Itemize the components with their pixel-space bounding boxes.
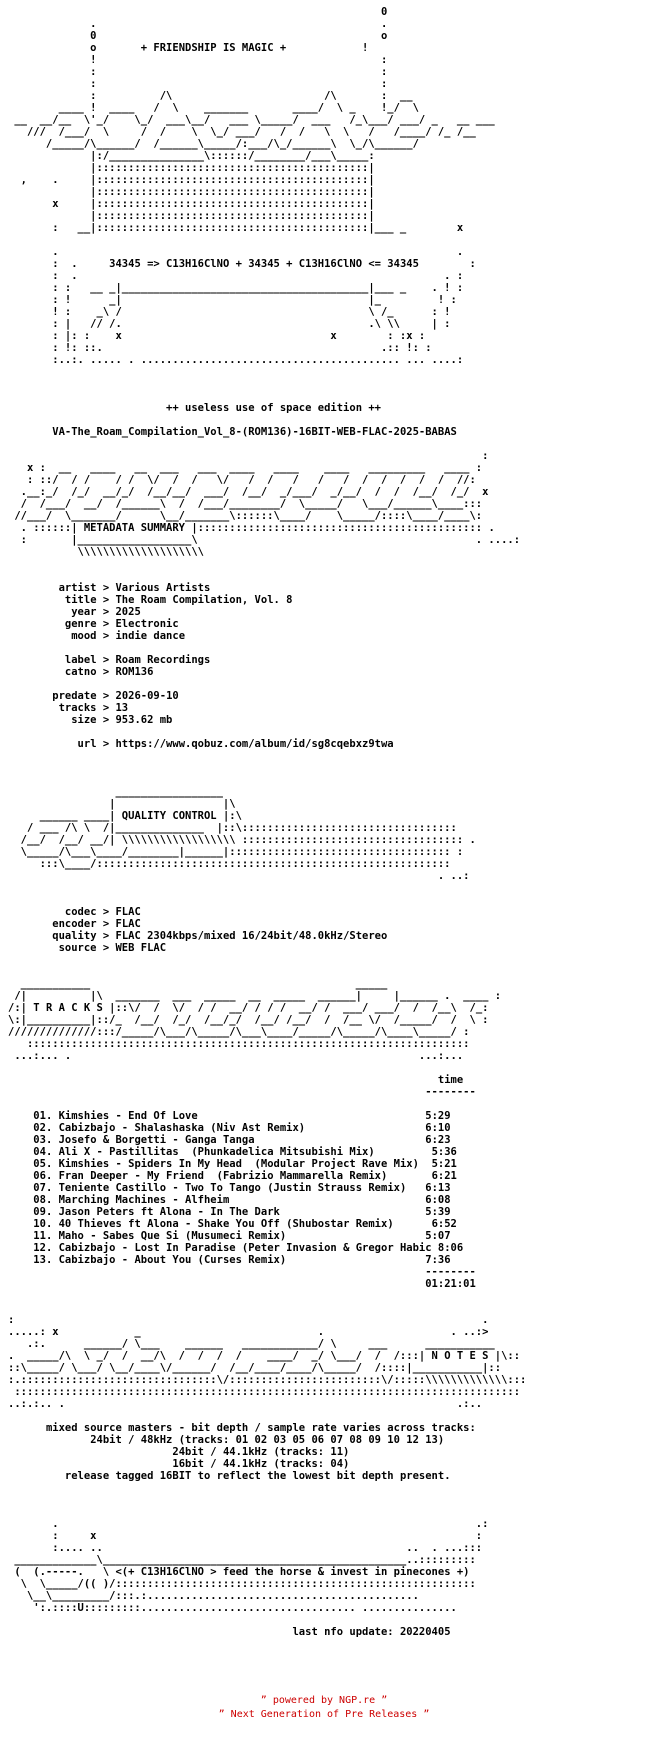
ascii-art: : ! _| |_ ! :	[8, 294, 457, 306]
nfo-title: + FRIENDSHIP IS MAGIC +	[140, 42, 287, 54]
meta-record-label: Roam Recordings	[115, 654, 211, 666]
ascii-art: x |:::::::::::::::::::::::::::::::::::::::::::|	[8, 198, 375, 210]
meta-label: size	[71, 714, 97, 726]
ascii-art: \ \_____/(( )/:::::::::::::::::::::::::::::::::::::::::::::::::::::::::	[8, 1578, 476, 1590]
track-row	[8, 1146, 640, 1158]
meta-url[interactable]: https://www.qobuz.com/album/id/sg8cqebxz9twa	[115, 738, 394, 750]
ascii-art: /| |\ _______ ___ _____ __ _____ ______| |______ . ____ :	[8, 990, 502, 1002]
meta-size: 953.62 mb	[115, 714, 173, 726]
ascii-art: :	[8, 450, 489, 462]
ascii-art: _________________	[8, 786, 223, 798]
ascii-art	[8, 678, 640, 690]
meta-row: title > The Roam Compilation, Vol. 8	[64, 594, 293, 606]
track-title: 40 Thieves ft Alona - Shake You Off (Shubostar Remix)	[58, 1218, 394, 1230]
ascii-art: :.... .. .. . ...:::	[8, 1542, 483, 1554]
quality-label: encoder	[52, 918, 97, 930]
ascii-art	[8, 1098, 640, 1110]
notes-text: release tagged 16BIT to reflect the lowest bit depth present.	[64, 1470, 451, 1482]
ascii-art	[8, 1482, 640, 1494]
ascii-art	[8, 1614, 640, 1626]
track-time: 6:52	[431, 1218, 457, 1230]
track-row	[8, 1110, 640, 1122]
track-title: Jason Peters ft Alona - In The Dark	[58, 1206, 280, 1218]
notes-line	[8, 1422, 640, 1434]
track-title: Kimshies - Spiders In My Head (Modular Project Rave Mix)	[58, 1158, 419, 1170]
meta-label: predate	[52, 690, 97, 702]
track-time: 5:29	[425, 1110, 451, 1122]
ascii-art	[8, 1506, 640, 1518]
meta-label: year	[71, 606, 97, 618]
ascii-art: \:|__________|::/_ /__/ /_/ /__/_/ /__/ /__/ / /__ \/ /_____/ / \ :	[8, 1014, 489, 1026]
track-title: Teniente Castillo - Two To Tango (Justin Strauss Remix)	[58, 1182, 407, 1194]
ascii-art: /:| T R A C K S |::\/ / \/ / / __/ / / / __/ / ___/ ___/ / /__\ /_:	[8, 1002, 489, 1014]
edition-text: ++ useless use of space edition ++	[166, 402, 381, 414]
formula-line: 34345 => C13H16ClNO + 34345 + C13H16ClNO <= 34345	[109, 258, 419, 270]
ascii-art: |:::::::::::::::::::::::::::::::::::::::::::|	[8, 210, 375, 222]
ascii-art: ::::::::::::::::::::::::::::::::::::::::::::::::::::::::::::::::::::::	[8, 1038, 470, 1050]
ascii-art: .__:_/ /_/ __/_/ /__/__/ ___/ /__/ _/___/ _/__/ / / /__/ /_/ x	[8, 486, 489, 498]
ascii-art: ...:... . ...:...	[8, 1050, 464, 1062]
ascii-art: _____________\________________________________________________..:::::::::	[8, 1554, 476, 1566]
meta-row: size > 953.62 mb	[71, 714, 173, 726]
ascii-art: |:::::::::::::::::::::::::::::::::::::::::::|	[8, 162, 375, 174]
track-number: 03.	[33, 1134, 53, 1146]
quality-source: WEB FLAC	[115, 942, 167, 954]
ascii-art: \\\\\\\\\\\\\\\\\\\\	[8, 546, 204, 558]
meta-row: url > https://www.qobuz.com/album/id/sg8cqebxz9twa	[77, 738, 394, 750]
ascii-art: ..:.:.. . .:..	[8, 1398, 483, 1410]
meta-label: mood	[71, 630, 97, 642]
meta-predate: 2026-09-10	[115, 690, 179, 702]
tracks-time-header	[8, 1074, 640, 1086]
nfo-document	[8, 6, 640, 1638]
notes-line	[8, 1446, 640, 1458]
track-number: 10.	[33, 1218, 53, 1230]
ascii-art	[8, 438, 640, 450]
meta-artist: Various Artists	[115, 582, 211, 594]
track-time: 6:13	[425, 1182, 451, 1194]
ascii-art	[8, 894, 640, 906]
track-row	[8, 1170, 640, 1182]
track-number: 04.	[33, 1146, 53, 1158]
ascii-art	[8, 366, 640, 378]
notes-line	[8, 1458, 640, 1470]
ascii-art: : x :	[8, 1530, 483, 1542]
quality-label: source	[58, 942, 97, 954]
notes-heading: N O T E S	[431, 1350, 489, 1362]
ascii-art: ! :	[8, 54, 388, 66]
notes-text: 16bit / 44.1kHz (tracks: 04)	[172, 1458, 350, 1470]
meta-label: url	[77, 738, 97, 750]
quality-row: source > WEB FLAC	[58, 942, 167, 954]
quality-value: FLAC 2304kbps/mixed 16/24bit/48.0kHz/Stereo	[115, 930, 388, 942]
ascii-art: |:/_______________\::::::/________/___\_____:	[8, 150, 375, 162]
outro-tagline: <(+ C13H16ClNO > feed the horse & invest in pinecones +)	[115, 1566, 470, 1578]
ascii-art	[8, 882, 640, 894]
footer-tagline: ” Next Generation of Pre Releases ”	[218, 1709, 430, 1720]
quality-codec: FLAC	[115, 906, 141, 918]
meta-mood: indie dance	[115, 630, 186, 642]
total-time: 01:21:01	[425, 1278, 476, 1290]
track-title: Cabizbajo - About You (Curses Remix)	[58, 1254, 287, 1266]
ascii-art: ___________ _____	[8, 978, 388, 990]
ascii-art	[8, 1062, 640, 1074]
ascii-art	[8, 234, 640, 246]
meta-row: year > 2025	[71, 606, 141, 618]
track-row	[8, 1158, 640, 1170]
meta-row: genre > Electronic	[64, 618, 179, 630]
ascii-art: ::::::::::::::::::::::::::::::::::::::::::::::::::::::::::::::::::::::::::::::::	[8, 1386, 521, 1398]
track-title: Cabizbajo - Lost In Paradise (Peter Invasion & Gregor Habic	[58, 1242, 432, 1254]
ascii-art: o + FRIENDSHIP IS MAGIC + !	[8, 42, 369, 54]
ascii-art: : |__________________\ . ....:	[8, 534, 521, 546]
track-row	[8, 1218, 640, 1230]
last-update-line	[8, 1626, 640, 1638]
release-line	[8, 426, 640, 438]
ascii-art: .:. ______/ \___ ______ ____________/ \ ___ ___________	[8, 1338, 495, 1350]
edition-line	[8, 402, 640, 414]
notes-text: 24bit / 44.1kHz (tracks: 11)	[172, 1446, 350, 1458]
meta-genre: Electronic	[115, 618, 179, 630]
footer	[0, 1694, 648, 1722]
ascii-art: : . 34345 => C13H16ClNO + 34345 + C13H16ClNO <= 34345 :	[8, 258, 476, 270]
ascii-art	[8, 378, 640, 390]
ascii-art: //////////////:::/_____/\___/\_____/\___\____/_____/\_____/\____\_____/ :	[8, 1026, 470, 1038]
track-number: 06.	[33, 1170, 53, 1182]
meta-label: title	[64, 594, 97, 606]
track-time: 8:06	[437, 1242, 464, 1254]
ascii-art: . .	[8, 246, 464, 258]
ascii-art	[8, 726, 640, 738]
time-header: time	[437, 1074, 464, 1086]
last-update: last nfo update: 20220405	[292, 1626, 451, 1638]
outro-line: ( (.-----. \ <(+ C13H16ClNO > feed the horse & invest in pinecones +)	[8, 1566, 470, 1578]
ascii-art: \__\_________/:::.:...........................................	[8, 1590, 419, 1602]
quality-label: quality	[52, 930, 97, 942]
track-time: 6:21	[431, 1170, 457, 1182]
ascii-art	[8, 1494, 640, 1506]
ascii-art: :.:::::::::::::::::::::::::::::::\/::::::::::::::::::::::::\/:::::\\\\\\\\\\\\\:::	[8, 1374, 527, 1386]
ascii-art: /_____/\______/ /______\_____/:___/\_/______\ \_/\______/	[8, 138, 419, 150]
track-row	[8, 1134, 640, 1146]
ascii-art: . .:	[8, 1518, 489, 1530]
ascii-art: : .	[8, 1314, 489, 1326]
ascii-art: : :	[8, 78, 388, 90]
footer-powered-by[interactable]: ” powered by NGP.re ”	[260, 1695, 388, 1706]
notes-line	[8, 1470, 640, 1482]
ascii-art: .....: x _ . . ..:>	[8, 1326, 489, 1338]
quality-row: codec > FLAC	[64, 906, 141, 918]
ascii-art: / ___ /\ \ /|______________ |::\::::::::::::::::::::::::::::::::::	[8, 822, 457, 834]
ascii-art: /// /___/ \ / / \ \_/ ___/ / / \ \ / /____/ /_ /__	[8, 126, 476, 138]
notes-line	[8, 1434, 640, 1446]
ascii-art: ':.::::U:::::::::.................................. ...............	[8, 1602, 457, 1614]
ascii-art	[8, 642, 640, 654]
ascii-art	[8, 1302, 640, 1314]
ascii-art: | |\	[8, 798, 236, 810]
meta-label: tracks	[58, 702, 97, 714]
ascii-art: |:::::::::::::::::::::::::::::::::::::::::::|	[8, 186, 375, 198]
track-time: 5:07	[425, 1230, 451, 1242]
meta-row: artist > Various Artists	[58, 582, 211, 594]
track-row	[8, 1182, 640, 1194]
ascii-art: ::\_____/ \___/ \__/____\/______/ /__/____/____/\_____/ /::::|___________|::	[8, 1362, 502, 1374]
ascii-art: ____ ! ____ / \ _______ ____/ \ _ !_/ \	[8, 102, 419, 114]
ascii-art: , . |:::::::::::::::::::::::::::::::::::::::::::|	[8, 174, 375, 186]
ascii-art: : |: : x x : :x :	[8, 330, 426, 342]
meta-label: label	[64, 654, 97, 666]
track-row	[8, 1230, 640, 1242]
ascii-art: : | // /. .\ \\ | :	[8, 318, 451, 330]
ascii-art	[8, 750, 640, 762]
ascii-art: : ::/ / / / / \/ / / \/ / / / / / / / / / / //:	[8, 474, 476, 486]
track-time: 6:08	[425, 1194, 451, 1206]
ascii-art: 0 o	[8, 30, 388, 42]
track-title: Cabizbajo - Shalashaska (Niv Ast Remix)	[58, 1122, 306, 1134]
track-number: 01.	[33, 1110, 53, 1122]
meta-row: catno > ROM136	[64, 666, 154, 678]
meta-tracks: 13	[115, 702, 129, 714]
track-number: 05.	[33, 1158, 53, 1170]
quality-row: encoder > FLAC	[52, 918, 141, 930]
track-number: 13.	[33, 1254, 53, 1266]
tracks-total	[8, 1278, 640, 1290]
meta-label: catno	[64, 666, 97, 678]
ascii-art: : __|:::::::::::::::::::::::::::::::::::::::::::|___ _ x	[8, 222, 464, 234]
meta-year: 2025	[115, 606, 141, 618]
track-row	[8, 1122, 640, 1134]
meta-row: tracks > 13	[58, 702, 129, 714]
ascii-art	[8, 762, 640, 774]
ascii-art	[8, 414, 640, 426]
track-title: Fran Deeper - My Friend (Fabrizio Mammarella Remix)	[58, 1170, 388, 1182]
ascii-art: . .	[8, 18, 388, 30]
ascii-art: :::\____/::::::::::::::::::::::::::::::::::::::::::::::::::::::::	[8, 858, 451, 870]
ascii-art: /__/ /__/ __/| \\\\\\\\\\\\\\\\\\ ::::::::::::::::::::::::::::::::::: .	[8, 834, 476, 846]
ascii-art: 0	[8, 6, 388, 18]
ascii-art: __ __/__ \'_/ \_/ ___\__/ ___ \_____/ ___ /_\___/ ___/ _ __ ___	[8, 114, 495, 126]
ascii-art: : :	[8, 66, 388, 78]
ascii-art: //___/ \_______/ \__/_______\::::::\____/ \_____/::::\____/____\:	[8, 510, 483, 522]
ascii-art: --------	[8, 1086, 476, 1098]
track-title: Josefo & Borgetti - Ganga Tanga	[58, 1134, 255, 1146]
ascii-art	[8, 954, 640, 966]
track-row	[8, 1242, 640, 1254]
track-time: 6:23	[425, 1134, 451, 1146]
track-title: Maho - Sabes Que Si (Musumeci Remix)	[58, 1230, 287, 1242]
meta-label: artist	[58, 582, 97, 594]
ascii-art	[8, 1290, 640, 1302]
metadata-heading: METADATA SUMMARY	[83, 522, 186, 534]
ascii-art: ______ ____| QUALITY CONTROL |:\	[8, 810, 242, 822]
track-title: Ali X - Pastillitas (Phunkadelica Mitsubishi Mix)	[58, 1146, 375, 1158]
meta-row: label > Roam Recordings	[64, 654, 211, 666]
ascii-art: / /___/ __/ /______\ / /___/________/ \_____/ \___/______\____:::	[8, 498, 483, 510]
track-time: 7:36	[425, 1254, 451, 1266]
tracks-heading: T R A C K S	[33, 1002, 103, 1014]
meta-row: predate > 2026-09-10	[52, 690, 179, 702]
track-row	[8, 1194, 640, 1206]
ascii-art: \_____/\___\____/________|______|::::::::::::::::::::::::::::::::::: :	[8, 846, 464, 858]
ascii-art: : /\ /\ : __	[8, 90, 413, 102]
ascii-art: x : __ ____ __ ___ ___ ____ ____ ____ _________ ____ :	[8, 462, 483, 474]
ascii-art	[8, 558, 640, 570]
track-number: 12.	[33, 1242, 53, 1254]
meta-title: The Roam Compilation, Vol. 8	[115, 594, 293, 606]
track-time: 5:21	[431, 1158, 457, 1170]
notes-text: mixed source masters - bit depth / sample rate varies across tracks:	[45, 1422, 476, 1434]
ascii-art: . ::::::| METADATA SUMMARY |::::::::::::::::::::::::::::::::::::::::::::: .	[8, 522, 495, 534]
ascii-art: :..:. ..... . ......................................... ... ....:	[8, 354, 464, 366]
meta-label: genre	[64, 618, 97, 630]
track-time: 5:39	[425, 1206, 451, 1218]
ascii-art: . _____/\ \ _/ / __/\ / / / / ____/ _/ \___/ / /:::| N O T E S |\::	[8, 1350, 521, 1362]
release-name: VA-The_Roam_Compilation_Vol_8-(ROM136)-16BIT-WEB-FLAC-2025-BABAS	[52, 426, 457, 438]
track-row	[8, 1254, 640, 1266]
ascii-art: . ..:	[8, 870, 470, 882]
track-number: 07.	[33, 1182, 53, 1194]
quality-row: quality > FLAC 2304kbps/mixed 16/24bit/48.0kHz/Stereo	[52, 930, 388, 942]
ascii-art: --------	[8, 1266, 476, 1278]
quality-label: codec	[64, 906, 97, 918]
quality-heading: QUALITY CONTROL	[121, 810, 217, 822]
ascii-art: : !: ::. .:: !: :	[8, 342, 432, 354]
ascii-art: ! : _\ / \ /_ : !	[8, 306, 451, 318]
ascii-art	[8, 570, 640, 582]
ascii-art: : . . :	[8, 270, 464, 282]
ascii-art	[8, 390, 640, 402]
track-number: 11.	[33, 1230, 53, 1242]
track-number: 09.	[33, 1206, 53, 1218]
track-number: 08.	[33, 1194, 53, 1206]
track-time: 6:10	[425, 1122, 451, 1134]
ascii-art	[8, 774, 640, 786]
quality-encoder: FLAC	[115, 918, 141, 930]
ascii-art	[8, 1410, 640, 1422]
track-title: Kimshies - End Of Love	[58, 1110, 198, 1122]
meta-catno: ROM136	[115, 666, 154, 678]
meta-row: mood > indie dance	[71, 630, 186, 642]
track-time: 5:36	[431, 1146, 457, 1158]
track-title: Marching Machines - Alfheim	[58, 1194, 230, 1206]
ascii-art	[8, 966, 640, 978]
track-number: 02.	[33, 1122, 53, 1134]
notes-text: 24bit / 48kHz (tracks: 01 02 03 05 06 07 08 09 10 12 13)	[90, 1434, 445, 1446]
track-row	[8, 1206, 640, 1218]
ascii-art: : : __ _|_______________________________________|___ _ . ! :	[8, 282, 464, 294]
